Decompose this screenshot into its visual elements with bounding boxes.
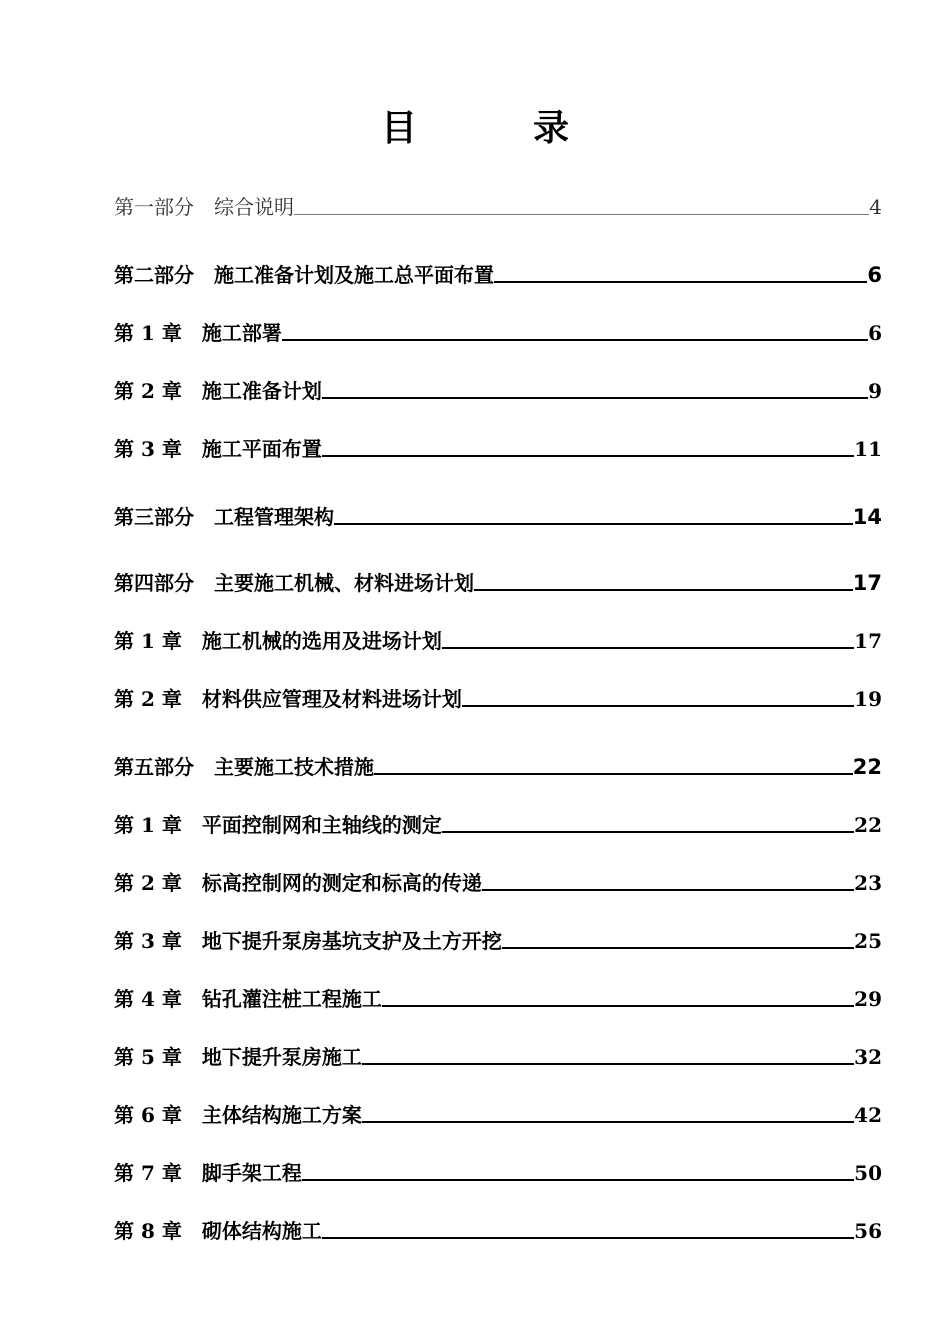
- toc-entry-label: 第三部分 工程管理架构: [114, 505, 334, 529]
- toc-entry-chapter[interactable]: [114, 620, 882, 654]
- toc-entry-label: 第 7 章 脚手架工程: [114, 1161, 302, 1185]
- toc-entry-chapter[interactable]: [114, 312, 882, 346]
- toc-entry-part-5[interactable]: [114, 746, 882, 780]
- toc-entry-part-4[interactable]: [114, 562, 882, 596]
- toc-entry-label: 第 4 章 钻孔灌注桩工程施工: [114, 987, 382, 1011]
- toc-entry-page: 17: [854, 629, 882, 653]
- toc-entry-part-2[interactable]: [114, 254, 882, 288]
- toc-leader-line: [494, 281, 867, 283]
- toc-leader-line: [334, 523, 853, 525]
- toc-entry-chapter[interactable]: [114, 1036, 882, 1070]
- toc-entry-page: 19: [854, 687, 882, 711]
- toc-leader-line: [462, 705, 854, 707]
- toc-entry-chapter[interactable]: [114, 678, 882, 712]
- toc-entry-chapter[interactable]: [114, 920, 882, 954]
- toc-entry-page: 9: [868, 379, 882, 403]
- toc-leader-line: [502, 947, 854, 949]
- toc-leader-line: [442, 831, 854, 833]
- toc-leader-line: [374, 773, 853, 775]
- toc-leader-line: [382, 1005, 854, 1007]
- toc-leader-line: [302, 1179, 854, 1181]
- toc-entry-label: 第四部分 主要施工机械、材料进场计划: [114, 571, 474, 595]
- toc-entry-page: 4: [869, 195, 882, 219]
- toc-entry-page: 6: [867, 263, 882, 287]
- toc-entry-chapter[interactable]: [114, 978, 882, 1012]
- toc-entry-label: 第 3 章 施工平面布置: [114, 437, 322, 461]
- toc-entry-page: 14: [852, 505, 882, 529]
- toc-leader-line: [482, 889, 854, 891]
- toc-entry-chapter[interactable]: [114, 428, 882, 462]
- toc-entry-page: 50: [854, 1161, 882, 1185]
- toc-entry-label: 第 6 章 主体结构施工方案: [114, 1103, 362, 1127]
- toc-entry-page: 6: [868, 321, 882, 345]
- toc-entry-page: 11: [854, 437, 882, 461]
- toc-entry-label: 第 2 章 标高控制网的测定和标高的传递: [114, 871, 482, 895]
- toc-leader-line: [322, 397, 868, 399]
- toc-entry-chapter[interactable]: [114, 1094, 882, 1128]
- toc-leader-line: [362, 1063, 854, 1065]
- toc-entry-label: 第 2 章 材料供应管理及材料进场计划: [114, 687, 462, 711]
- toc-entry-label: 第 8 章 砌体结构施工: [114, 1219, 322, 1243]
- toc-entry-label: 第 2 章 施工准备计划: [114, 379, 322, 403]
- toc-title: 目 录: [380, 107, 609, 149]
- toc-entry-label: 第 3 章 地下提升泵房基坑支护及土方开挖: [114, 929, 502, 953]
- toc-entry-label: 第 1 章 施工部署: [114, 321, 282, 345]
- toc-leader-line: [322, 1237, 854, 1239]
- toc-entry-chapter[interactable]: [114, 804, 882, 838]
- toc-entry-page: 32: [854, 1045, 882, 1069]
- toc-entry-page: 56: [854, 1219, 882, 1243]
- toc-entry-page: 23: [854, 871, 882, 895]
- toc-entry-page: 17: [852, 571, 882, 595]
- toc-entry-page: 22: [854, 813, 882, 837]
- toc-entry-chapter[interactable]: [114, 370, 882, 404]
- toc-entry-chapter[interactable]: [114, 1210, 882, 1244]
- toc-entry-part-3[interactable]: [114, 496, 882, 530]
- toc-entry-page: 29: [854, 987, 882, 1011]
- toc-entry-page: 22: [852, 755, 882, 779]
- toc-entry-label: 第一部分 综合说明: [114, 195, 294, 219]
- toc-entry-label: 第二部分 施工准备计划及施工总平面布置: [114, 263, 494, 287]
- toc-leader-line: [442, 647, 854, 649]
- toc-entry-label: 第五部分 主要施工技术措施: [114, 755, 374, 779]
- toc-leader-line: [294, 214, 869, 215]
- toc-entry-chapter[interactable]: [114, 862, 882, 896]
- toc-entry-page: 42: [854, 1103, 882, 1127]
- toc-entry-label: 第 5 章 地下提升泵房施工: [114, 1045, 362, 1069]
- toc-leader-line: [322, 455, 854, 457]
- toc-leader-line: [282, 339, 868, 341]
- toc-entry-page: 25: [854, 929, 882, 953]
- toc-entry-label: 第 1 章 施工机械的选用及进场计划: [114, 629, 442, 653]
- toc-leader-line: [362, 1121, 854, 1123]
- toc-entry-chapter[interactable]: [114, 1152, 882, 1186]
- toc-leader-line: [474, 589, 853, 591]
- toc-entry-label: 第 1 章 平面控制网和主轴线的测定: [114, 813, 442, 837]
- toc-entry-part-1[interactable]: [114, 186, 882, 220]
